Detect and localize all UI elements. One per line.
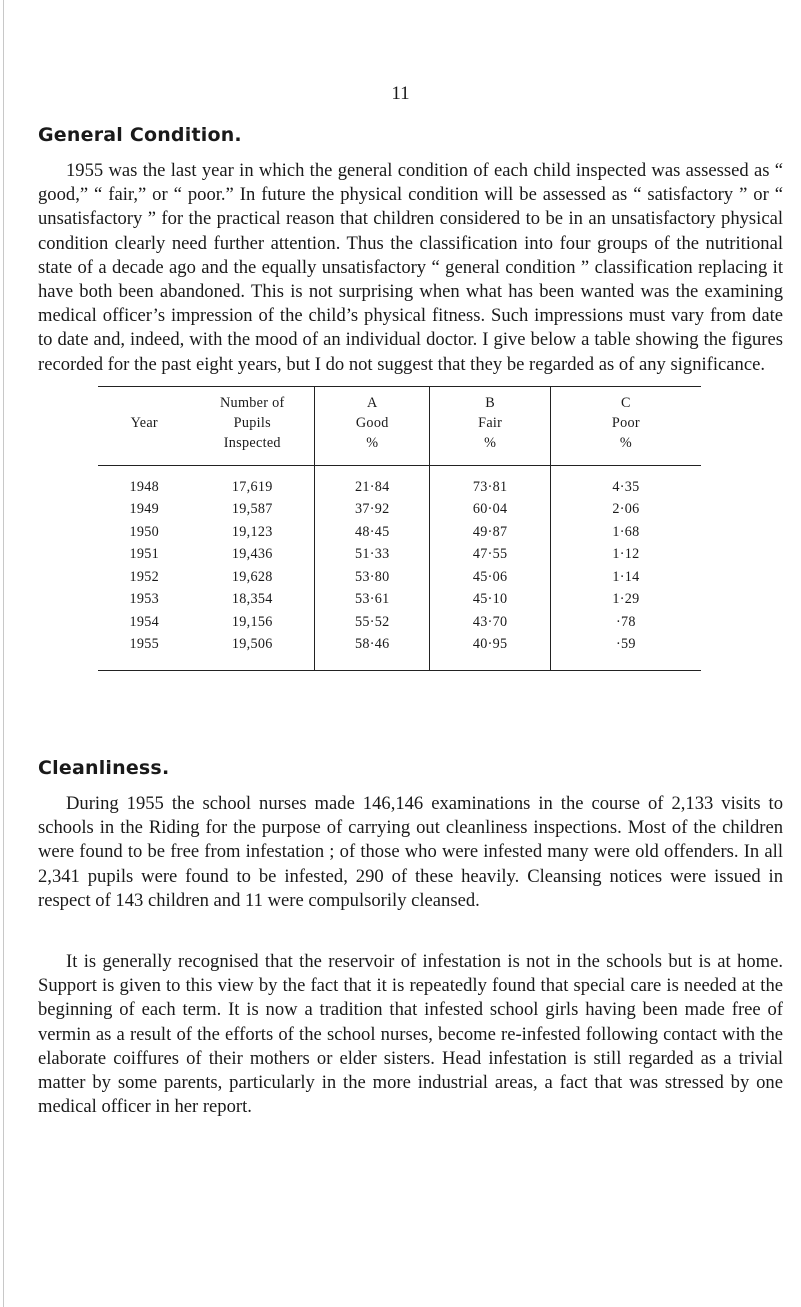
cell-good: 51·33 — [315, 544, 430, 567]
cell-good: 21·84 — [315, 466, 430, 499]
header-good: A Good % — [315, 387, 430, 466]
cell-year: 1952 — [129, 568, 160, 585]
cell-good: 48·45 — [315, 521, 430, 544]
header-pupils: Number of Pupils Inspected — [191, 387, 315, 466]
cell-good: 58·46 — [315, 634, 430, 671]
table-row — [98, 589, 701, 612]
cell-fair: 45·06 — [430, 566, 550, 589]
cell-pupils: 19,587 — [191, 499, 315, 522]
cell-fair: 49·87 — [430, 521, 550, 544]
table-row — [98, 566, 701, 589]
general-condition-table — [98, 386, 701, 671]
cell-year: 1955 — [98, 634, 191, 671]
cell-pupils: 19,123 — [191, 521, 315, 544]
cell-pupils: 19,156 — [191, 611, 315, 634]
general-condition-heading: General Condition. — [38, 124, 242, 146]
cleanliness-heading: Cleanliness. — [38, 757, 170, 779]
cleanliness-paragraph-1: During 1955 the school nurses made 146,146 examinations in the course of 2,133 visits to schools in the Riding for the purpose of carrying out cleanliness inspections. Most of the children were found to be free from infestation ; of those who were infested many were old offenders. In all 2,341 pupils were found to be infested, 290 of these heavily. Cleansing notices were issued in respect of 143 children and 11 were compulsorily cleansed. — [38, 793, 783, 911]
header-poor: C Poor % — [550, 387, 701, 466]
cell-good: 53·61 — [315, 589, 430, 612]
cell-year: 1953 — [129, 591, 160, 608]
cell-poor: 4·35 — [612, 478, 640, 495]
cell-fair: 40·95 — [430, 634, 550, 671]
cell-pupils: 19,506 — [191, 634, 315, 671]
cell-poor: ·78 — [616, 613, 636, 630]
cleanliness-paragraph-2: It is generally recognised that the reservoir of infestation is not in the schools but is at home. Support is given to this view by the fact that it is repeatedly found that special care is needed at the beginning of each term. It is now a tradition that infested school girls having been made free of vermin as a result of the efforts of the school nurses, become re-infested following contact with the elaborate coiffures of their mothers or elder sisters. Head infestation is still regarded as a trivial matter by some parents, particularly in the more industrial areas, a fact that was stressed by one medical officer in her report. — [38, 951, 783, 1118]
cell-fair: 45·10 — [430, 589, 550, 612]
table-header-row — [98, 387, 701, 466]
cell-year: 1950 — [129, 523, 160, 540]
cell-poor: 1·14 — [612, 568, 640, 585]
general-condition-paragraph: 1955 was the last year in which the general condition of each child inspected was assessed as “ good,” “ fair,” or “ poor.” In future the physical condition will be assessed as “ satisfactory ” or “ unsatisfactory ” for the practical reason that children considered to be in an unsatisfactory physical condition clearly need further attention. Thus the classification into four groups of the nutritional state of a decade ago and the equally unsatisfactory “ general condition ” classification replacing it have both been abandoned. This is not surprising when what has been wanted was the examining medical officer’s impression of the child’s physical fitness. Such impressions must vary from date to date and, indeed, with the mood of an individual doctor. I give below a table showing the figures recorded for the past eight years, but I do not suggest that they be regarded as of any significance. — [38, 160, 783, 375]
cell-poor: 1·68 — [612, 523, 640, 540]
cell-poor: 1·12 — [612, 546, 640, 563]
table-row — [98, 634, 701, 671]
cell-fair: 60·04 — [430, 499, 550, 522]
cell-poor: 2·06 — [612, 501, 640, 518]
cell-pupils: 17,619 — [191, 466, 315, 499]
cell-pupils: 19,628 — [191, 566, 315, 589]
table-row — [98, 611, 701, 634]
cell-fair: 47·55 — [430, 544, 550, 567]
cell-fair: 43·70 — [430, 611, 550, 634]
cell-year: 1951 — [129, 546, 160, 563]
cell-good: 55·52 — [315, 611, 430, 634]
cell-year: 1954 — [129, 613, 160, 630]
table-row — [98, 544, 701, 567]
header-year: Year — [98, 387, 191, 466]
table-row — [98, 466, 701, 499]
table-row — [98, 499, 701, 522]
cell-year: 1948 — [129, 478, 160, 495]
cell-poor: 1·29 — [612, 591, 640, 608]
cell-year: 1949 — [129, 501, 160, 518]
cell-fair: 73·81 — [430, 466, 550, 499]
cell-pupils: 19,436 — [191, 544, 315, 567]
cell-good: 37·92 — [315, 499, 430, 522]
cell-pupils: 18,354 — [191, 589, 315, 612]
header-fair: B Fair % — [430, 387, 550, 466]
page-edge-line — [3, 0, 4, 1307]
cell-good: 53·80 — [315, 566, 430, 589]
page-number: 11 — [391, 83, 410, 104]
cell-poor: ·59 — [550, 634, 701, 671]
table-row — [98, 521, 701, 544]
